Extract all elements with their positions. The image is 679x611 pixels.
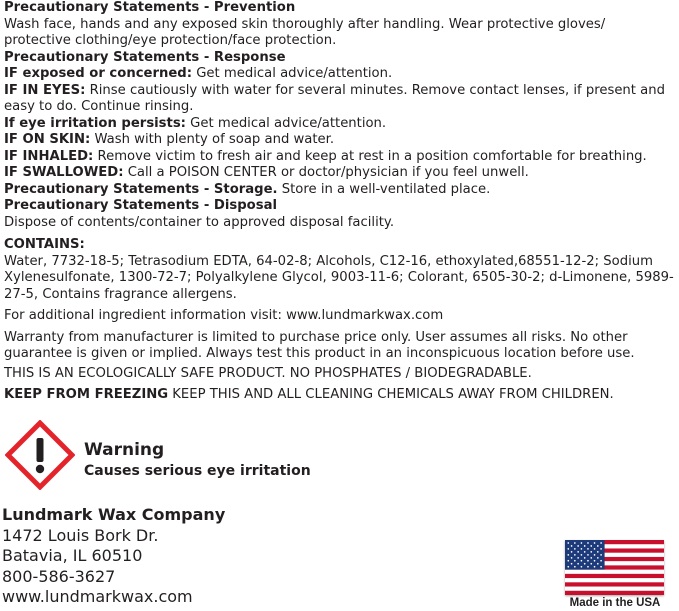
response-item: IF ON SKIN: Wash with plenty of soap and water. — [4, 132, 335, 147]
response-heading: Precautionary Statements - Response — [4, 49, 286, 65]
freezing-statement: KEEP FROM FREEZING KEEP THIS AND ALL CLEANING CHEMICALS AWAY FROM CHILDREN. — [4, 387, 614, 402]
us-flag-icon — [565, 540, 664, 595]
prevention-text: Wash face, hands and any exposed skin thoroughly after handling. Wear protective gloves/ protective clothing/eye protection/face protection. — [4, 16, 606, 48]
warranty-text: Warranty from manufacturer is limited to purchase price only. User assumes all risks. No other guarantee is given or implied. Always test this product in an inconspicuous location before use. — [4, 329, 635, 361]
company-address — [2, 505, 225, 608]
disposal-heading: Precautionary Statements - Disposal — [4, 198, 277, 213]
contains-text: Water, 7732-18-5; Tetrasodium EDTA, 64-02-8; Alcohols, C12-16, ethoxylated,68551-12-2; Sodium Xylenesulfonate, 1300-72-7; Polyalkylene Glycol, 9003-11-6; Colorant, 6505-30-2; d-Limonene, 5989-27-5, Contains fragrance allergens. — [4, 253, 674, 302]
signal-word: Warning — [84, 440, 165, 460]
prevention-heading: Precautionary Statements - Prevention — [4, 0, 296, 15]
response-item: IF SWALLOWED: Call a POISON CENTER or doctor/physician if you feel unwell. — [4, 165, 529, 180]
storage-statement: Precautionary Statements - Storage. Store in a well-ventilated place. — [4, 181, 491, 197]
ghs-exclamation-icon — [5, 420, 75, 490]
storage-heading: Precautionary Statements - Storage. — [4, 181, 278, 197]
contains-heading: CONTAINS: — [4, 237, 85, 252]
response-item: IF exposed or concerned: Get medical advice/attention. — [4, 66, 393, 81]
eco-statement: THIS IS AN ECOLOGICALLY SAFE PRODUCT. NO PHOSPHATES / BIODEGRADABLE. — [4, 365, 532, 381]
website: www.lundmarkwax.com — [2, 587, 193, 606]
phone-number: 800-586-3627 — [2, 566, 116, 586]
freezing-label: KEEP FROM FREEZING — [4, 387, 169, 402]
hazard-statement: Causes serious eye irritation — [84, 463, 311, 479]
disposal-text: Dispose of contents/container to approved disposal facility. — [4, 214, 395, 230]
address-line-1: 1472 Louis Bork Dr. — [2, 525, 159, 545]
company-name: Lundmark Wax Company — [2, 505, 226, 524]
label-text-block — [4, 0, 676, 404]
made-in-usa-text: Made in the USA — [569, 597, 661, 609]
additional-info: For additional ingredient information visit: www.lundmarkwax.com — [4, 308, 444, 323]
response-item: IF INHALED: Remove victim to fresh air and keep at rest in a position comfortable for breathing. — [4, 148, 647, 164]
address-line-2: Batavia, IL 60510 — [2, 546, 143, 565]
response-item: IF IN EYES: Rinse cautiously with water for several minutes. Remove contact lenses, if present and easy to do. Continue rinsing. — [4, 82, 665, 114]
hazard-warning — [84, 440, 311, 480]
response-item: If eye irritation persists: Get medical advice/attention. — [4, 115, 387, 131]
